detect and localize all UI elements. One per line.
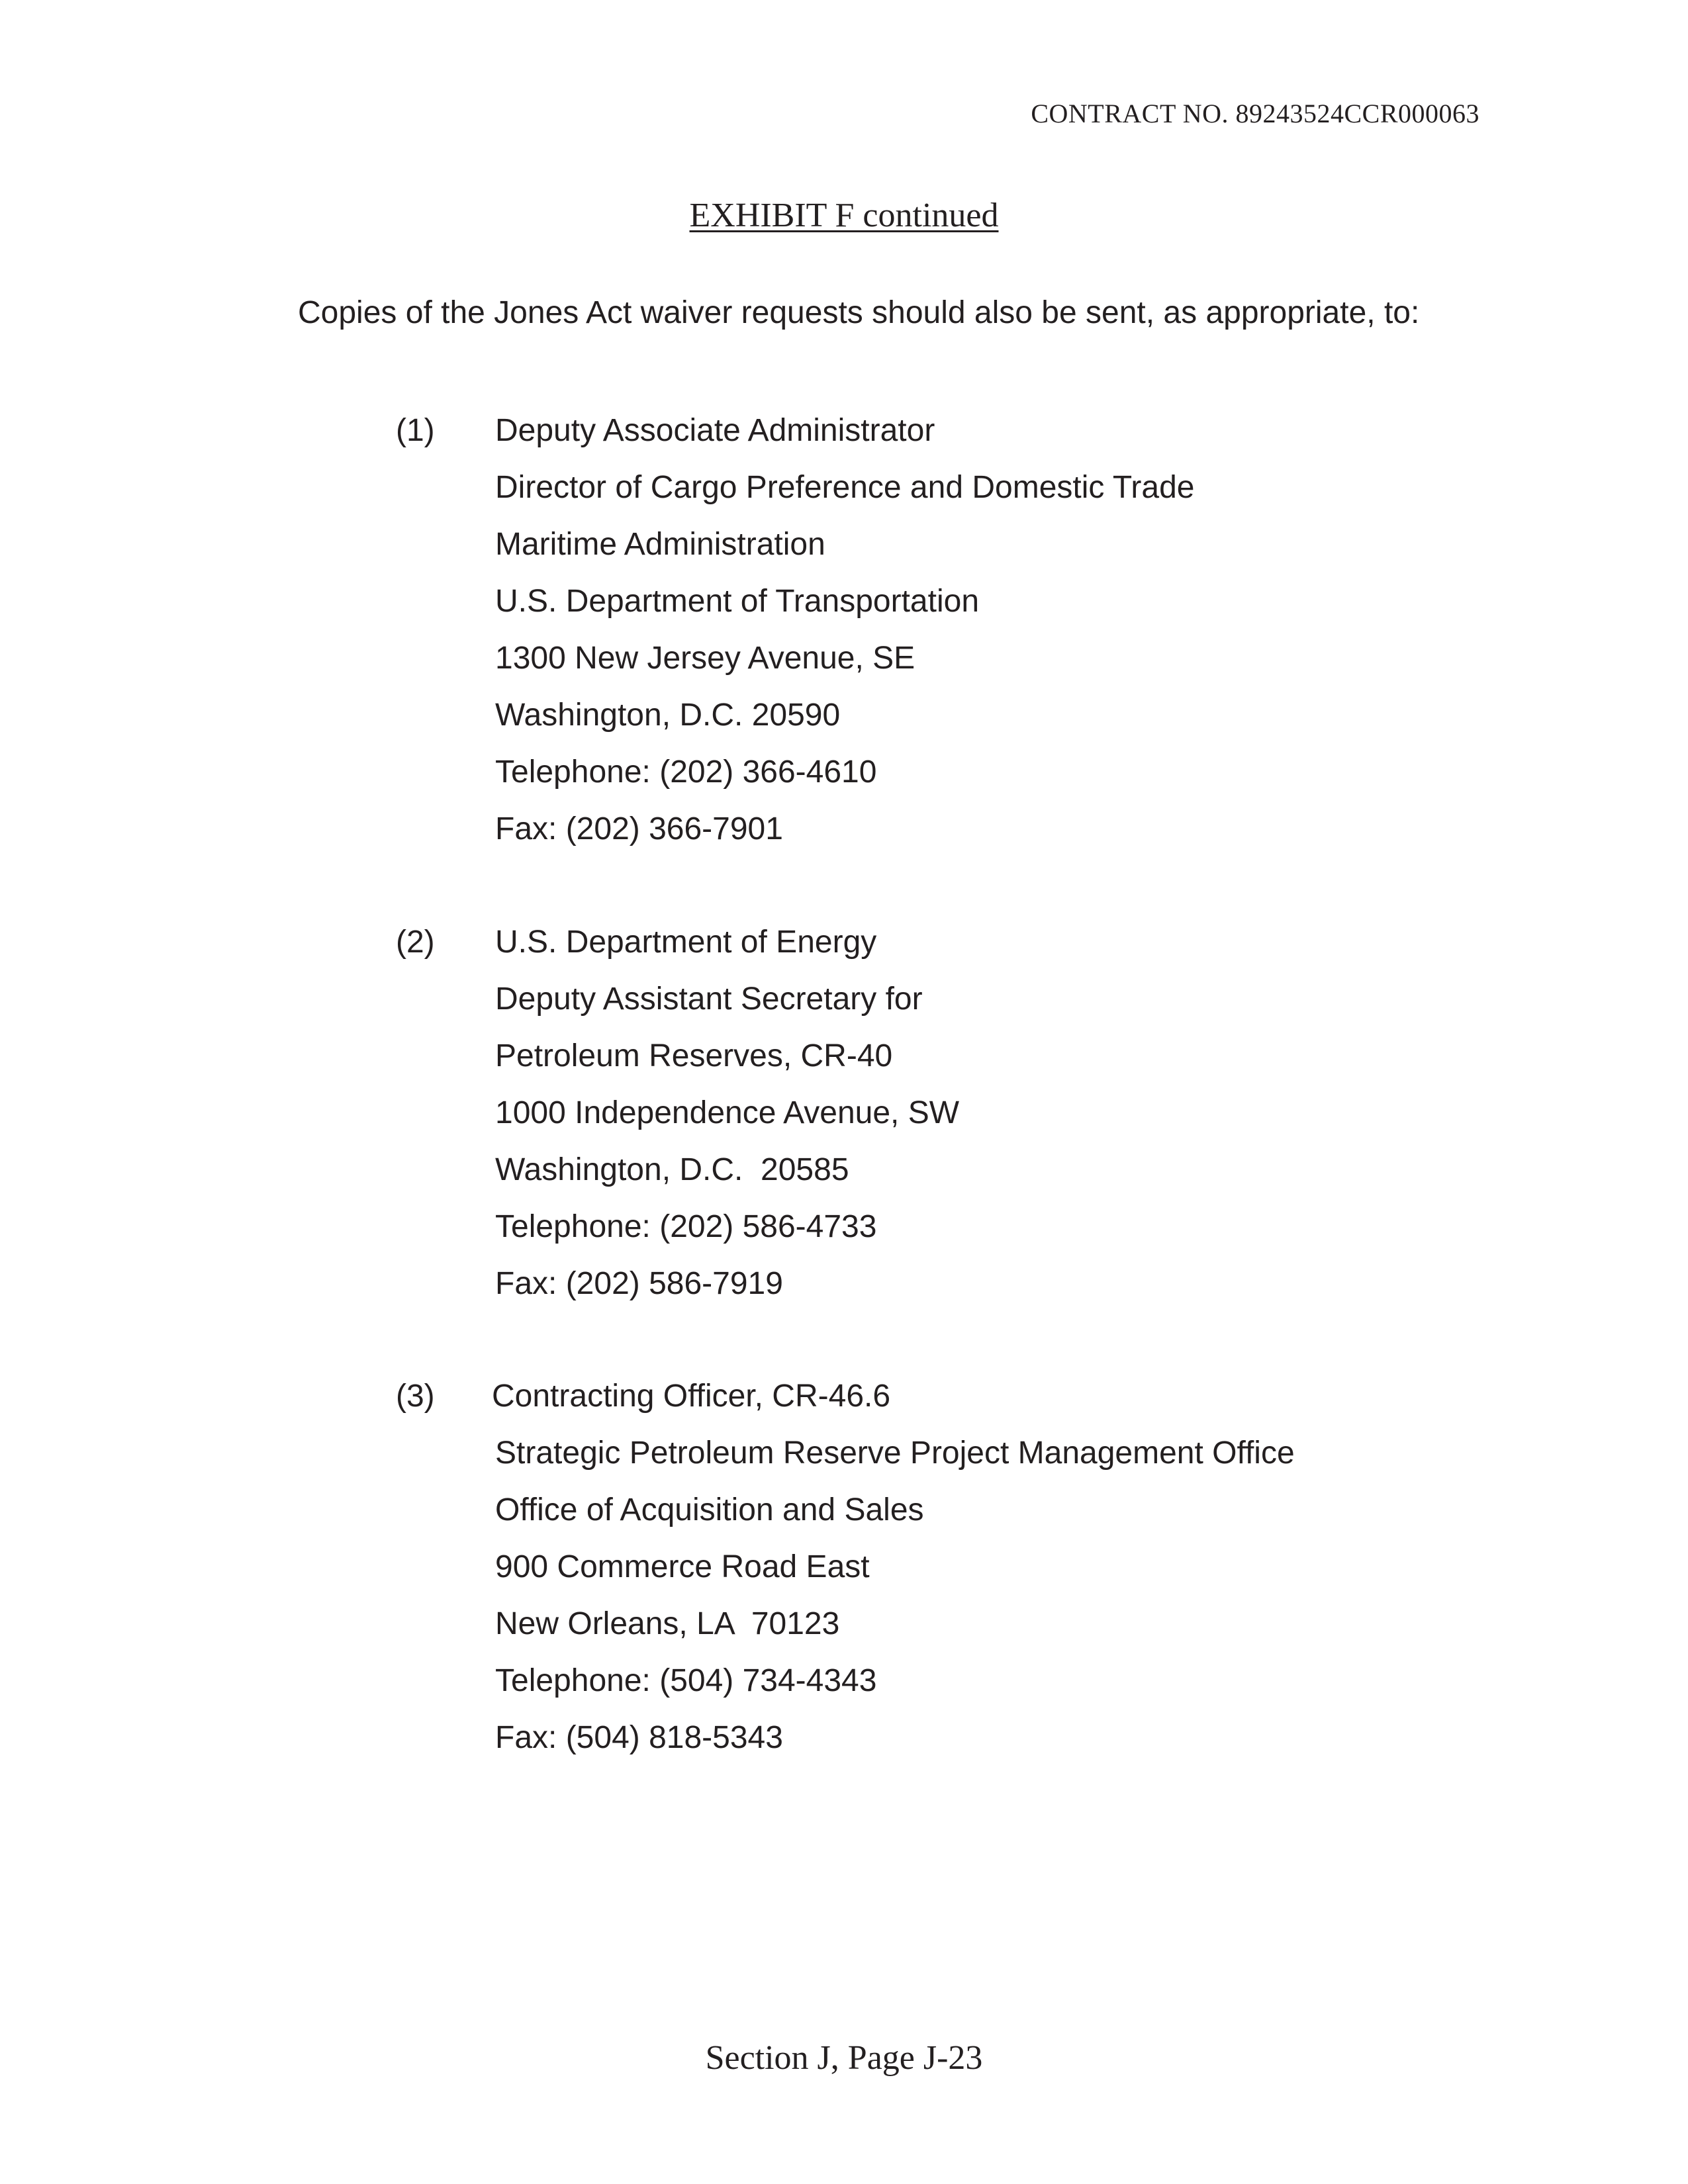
address-line: Deputy Associate Administrator (495, 413, 935, 448)
exhibit-title: EXHIBIT F continued (689, 197, 999, 234)
address-line: Washington, D.C. 20585 (495, 1152, 849, 1187)
address-line: U.S. Department of Energy (495, 925, 877, 960)
address-line: Contracting Officer, CR-46.6 (492, 1379, 891, 1414)
fax-line: Fax: (202) 366-7901 (495, 811, 783, 846)
address-line: Washington, D.C. 20590 (495, 698, 841, 733)
address-line: Maritime Administration (495, 527, 825, 562)
address-line: Director of Cargo Preference and Domestic Trade (495, 470, 1195, 505)
address-lines (495, 402, 1488, 858)
contract-number: CONTRACT NO. 89243524CCR000063 (1031, 99, 1479, 128)
address-line: U.S. Department of Transportation (495, 584, 980, 619)
address-line: 1300 New Jersey Avenue, SE (495, 641, 915, 676)
address-line: Deputy Assistant Secretary for (495, 981, 923, 1017)
address-line: New Orleans, LA 70123 (495, 1606, 840, 1641)
address-line: 1000 Independence Avenue, SW (495, 1095, 960, 1130)
telephone-line: Telephone: (202) 366-4610 (495, 754, 877, 790)
address-line: 900 Commerce Road East (495, 1549, 870, 1584)
address-number: (2) (396, 925, 435, 960)
address-line: Petroleum Reserves, CR-40 (495, 1038, 893, 1073)
address-number: (3) (396, 1379, 435, 1414)
telephone-line: Telephone: (202) 586-4733 (495, 1209, 877, 1244)
intro-paragraph: Copies of the Jones Act waiver requests should also be sent, as appropriate, to: (298, 295, 1420, 330)
address-line: Office of Acquisition and Sales (495, 1492, 924, 1527)
address-lines (495, 914, 1488, 1312)
telephone-line: Telephone: (504) 734-4343 (495, 1663, 877, 1698)
fax-line: Fax: (202) 586-7919 (495, 1266, 783, 1301)
address-number: (1) (396, 413, 435, 448)
address-line: Strategic Petroleum Reserve Project Management Office (495, 1435, 1295, 1471)
address-lines (492, 1368, 1488, 1766)
fax-line: Fax: (504) 818-5343 (495, 1720, 783, 1755)
page-footer: Section J, Page J-23 (705, 2039, 983, 2077)
